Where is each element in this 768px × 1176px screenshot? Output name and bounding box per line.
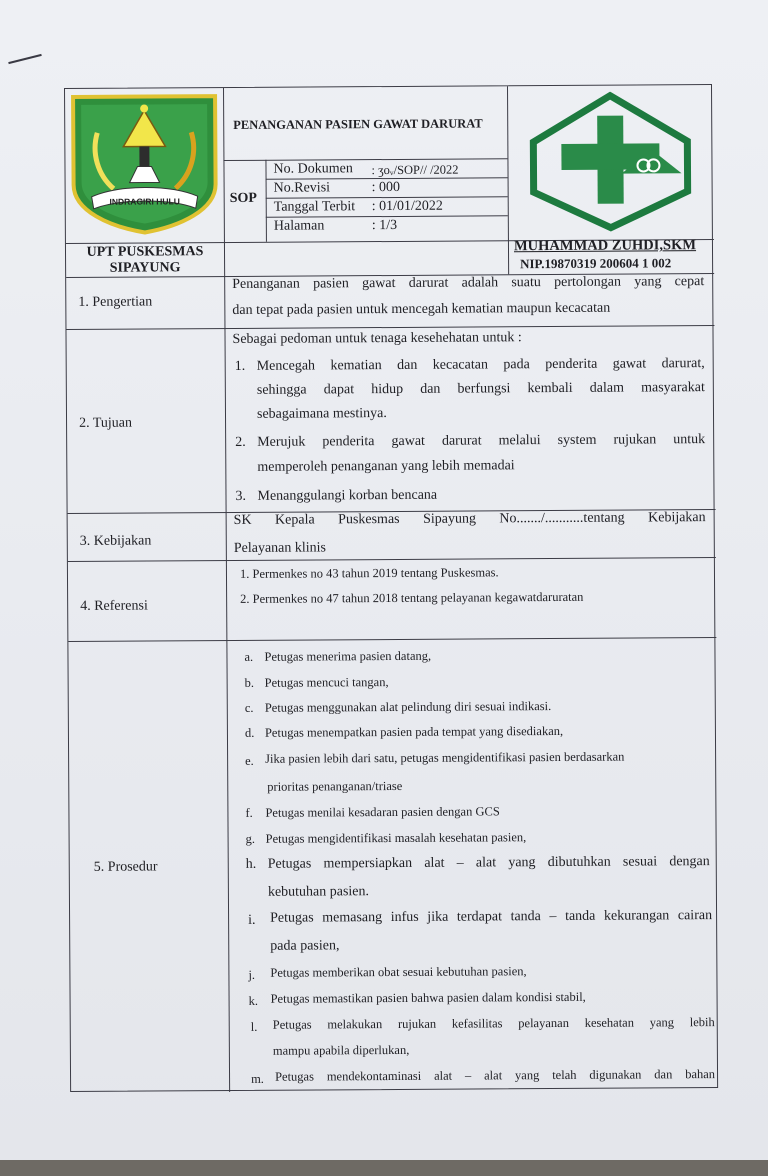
prosedur-h-line-2: kebutuhan pasien. (267, 884, 370, 900)
field-label-tanggal-terbit: Tanggal Terbit (273, 199, 356, 215)
label-tujuan: 2. Tujuan (79, 415, 133, 431)
field-label-no-revisi: No.Revisi (273, 180, 331, 196)
sop-label: SOP (229, 190, 257, 206)
tujuan-item-1-line-2: sehingga dapat hidup dan berfungsi kembali dalam masyarakat (256, 380, 705, 398)
tujuan-item-2-line-2: memperoleh penanganan yang lebih memadai (257, 458, 515, 475)
prosedur-f-line-1: Petugas menilai kesadaran pasien dengan GCS (265, 804, 500, 820)
prosedur-i-line-1: Petugas memasang infus jika terdapat tanda – tanda kekurangan cairan (270, 908, 713, 926)
prosedur-f-letter: f. (245, 805, 253, 820)
sop-divider (265, 160, 267, 242)
indragiri-hulu-emblem (69, 92, 220, 240)
field-label-no-dokumen: No. Dokumen (273, 161, 353, 177)
prosedur-a-letter: a. (244, 649, 254, 664)
emblem-banner-text: INDRAGIRI HULU (109, 196, 180, 207)
field-label-halaman: Halaman (273, 218, 325, 234)
tujuan-item-2-line-1: Merujuk penderita gawat darurat melalui system rujukan untuk (257, 432, 706, 450)
pengertian-line-2: dan tepat pada pasien untuk mencegah kematian maupun kecacatan (232, 300, 611, 318)
prosedur-d-letter: d. (244, 725, 255, 740)
prosedur-h-line-1: Petugas mempersiapkan alat – alat yang dibutuhkan sesuai dengan (267, 854, 710, 872)
prosedur-g-line-1: Petugas mengidentifikasi masalah kesehatan pasien, (265, 830, 527, 846)
prosedur-e-line-1: Jika pasien lebih dari satu, petugas mengidentifikasi pasien berdasarkan (265, 749, 625, 766)
pengertian-line-1: Penanganan pasien gawat darurat adalah suatu pertolongan yang cepat (232, 274, 705, 292)
prosedur-e-line-2: prioritas penanganan/triase (267, 778, 403, 794)
unit-name-line2: SIPAYUNG (109, 260, 181, 276)
label-pengertian: 1. Pengertian (78, 294, 153, 310)
kebijakan-line-2: Pelayanan klinis (233, 540, 327, 556)
prosedur-m-letter: m. (251, 1071, 264, 1086)
prosedur-c-letter: c. (244, 700, 254, 715)
prosedur-l-line-1: Petugas melakukan rujukan kefasilitas pelayanan kesehatan yang lebih (272, 1015, 715, 1032)
tujuan-item-2-number: 2. (235, 434, 246, 450)
tujuan-item-3-number: 3. (235, 488, 247, 504)
kebijakan-line-1: SK Kepala Puskesmas Sipayung No......./...........tentang Kebijakan (233, 510, 706, 528)
referensi-item-1: 1. Permenkes no 43 tahun 2019 tentang Puskesmas. (239, 565, 499, 581)
row-rule-referensi (68, 557, 716, 562)
prosedur-g-letter: g. (245, 831, 256, 846)
field-value-halaman: : 1/3 (371, 217, 398, 234)
tujuan-intro: Sebagai pedoman untuk tenaga kesehehatan untuk : (232, 330, 522, 347)
unit-name-line1: UPT PUSKESMAS (86, 244, 204, 260)
prosedur-j-letter: j. (248, 967, 256, 982)
signer-name: MUHAMMAD ZUHDI,SKM (513, 237, 697, 255)
field-value-no-revisi: : 000 (371, 179, 401, 196)
prosedur-c-line-1: Petugas menggunakan alat pelindung diri sesuai indikasi. (264, 699, 552, 715)
tujuan-item-1-line-3: sebagaimana mestinya. (256, 406, 387, 422)
prosedur-b-letter: b. (244, 675, 255, 690)
prosedur-m-line-1: Petugas mendekontaminasi alat – alat yang telah digunakan dan bahan (275, 1067, 716, 1084)
sop-document (64, 84, 718, 1092)
prosedur-k-line-1: Petugas memastikan pasien bahwa pasien dalam kondisi stabil, (270, 989, 586, 1006)
signer-nip: NIP.19870319 200604 1 002 (520, 255, 672, 272)
prosedur-h-letter: h. (245, 856, 257, 872)
puskesmas-logo (525, 91, 696, 237)
prosedur-b-line-1: Petugas mencuci tangan, (264, 675, 389, 690)
label-column-divider (223, 88, 230, 1092)
label-prosedur: 5. Prosedur (93, 859, 158, 875)
prosedur-j-line-1: Petugas memberikan obat sesuai kebutuhan pasien, (270, 964, 527, 980)
header-rule-1 (223, 158, 507, 161)
field-value-no-dokumen: : ʒoᵥ/SOP// /2022 (371, 162, 459, 178)
prosedur-e-letter: e. (245, 753, 254, 768)
prosedur-i-line-2: pada pasien, (270, 938, 340, 954)
prosedur-d-line-1: Petugas menempatkan pasien pada tempat yang disediakan, (264, 723, 564, 740)
label-kebijakan: 3. Kebijakan (79, 533, 152, 549)
tujuan-item-1-number: 1. (234, 358, 246, 374)
prosedur-k-letter: k. (248, 993, 258, 1008)
field-value-tanggal-terbit: : 01/01/2022 (371, 198, 443, 215)
prosedur-a-line-1: Petugas menerima pasien datang, (264, 648, 432, 664)
document-title: PENANGANAN PASIEN GAWAT DARURAT (233, 116, 483, 132)
label-referensi: 4. Referensi (80, 598, 148, 614)
tujuan-item-3-line-1: Menanggulangi korban bencana (257, 487, 438, 504)
prosedur-i-letter: i. (248, 912, 256, 928)
referensi-item-2: 2. Permenkes no 47 tahun 2018 tentang pelayanan kegawatdaruratan (240, 589, 584, 606)
row-rule-prosedur (68, 637, 716, 642)
prosedur-l-line-2: mampu apabila diperlukan, (272, 1042, 410, 1058)
tujuan-item-1-line-1: Mencegah kematian dan kecacatan pada penderita gawat darurat, (256, 356, 705, 374)
prosedur-l-letter: l. (250, 1019, 258, 1034)
header-right-divider (507, 86, 509, 274)
